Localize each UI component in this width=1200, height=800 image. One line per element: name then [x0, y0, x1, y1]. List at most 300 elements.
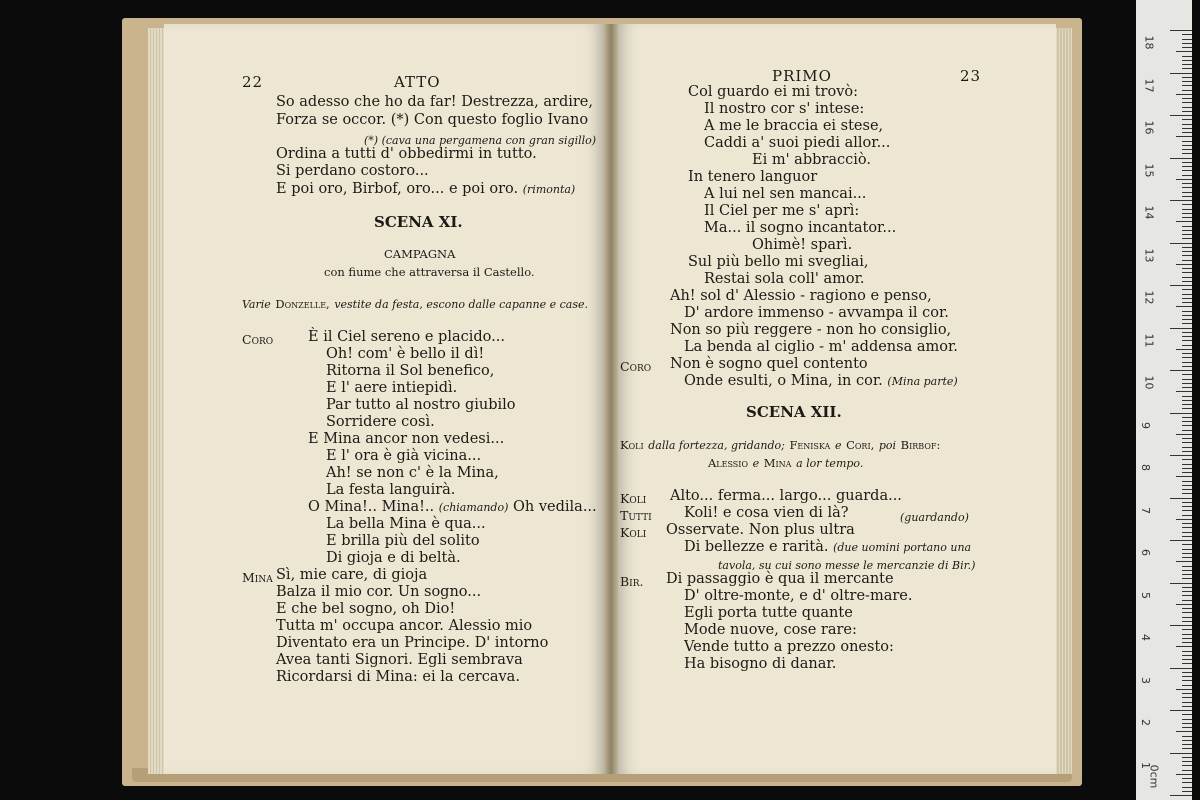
ruler-tick	[1182, 451, 1192, 452]
ruler-tick	[1170, 583, 1192, 584]
ruler-number: 7	[1139, 506, 1152, 514]
ruler-tick	[1182, 706, 1192, 707]
ruler-tick	[1182, 481, 1192, 482]
scene-setting-desc: con fiume che attraversa il Castello.	[324, 265, 535, 279]
ruler-tick	[1182, 311, 1192, 312]
ruler-tick	[1176, 51, 1192, 52]
verse-text: Oh vedila...	[513, 499, 597, 515]
stage-direction: Varie	[242, 298, 271, 311]
stage-direction-line	[620, 437, 940, 454]
ruler-tick	[1176, 476, 1192, 477]
ruler-tick	[1182, 81, 1192, 82]
ruler-tick	[1182, 659, 1192, 660]
verse-line: E l' ora è già vicina...	[326, 448, 482, 464]
verse-line: Sì, mie care, di gioja	[276, 567, 428, 583]
ruler-tick	[1182, 64, 1192, 65]
ruler-tick	[1182, 591, 1192, 592]
right-page	[614, 24, 1056, 774]
speaker-koli: Koli	[620, 491, 647, 506]
ruler-number: 6	[1139, 549, 1152, 556]
ruler-tick	[1182, 302, 1192, 303]
verse-line: Avea tanti Signori. Egli sembrava	[276, 652, 523, 668]
ruler-tick	[1170, 795, 1192, 796]
ruler-tick	[1182, 638, 1192, 639]
ruler-tick	[1182, 549, 1192, 550]
character-name: Cori,	[846, 438, 875, 452]
ruler-tick	[1182, 145, 1192, 146]
stage-direction: poi	[878, 439, 897, 452]
ruler-tick	[1182, 68, 1192, 69]
ruler-tick	[1182, 149, 1192, 150]
ruler-tick	[1182, 204, 1192, 205]
ruler-tick	[1170, 540, 1192, 541]
ruler-tick	[1182, 124, 1192, 125]
ruler-tick	[1170, 328, 1192, 329]
footnote: (*) (cava una pergamena con gran sigillo)	[364, 134, 597, 147]
ruler-number: 8	[1139, 464, 1152, 471]
verse-line: La benda al ciglio - m' addensa amor.	[684, 339, 958, 355]
ruler-tick	[1170, 285, 1192, 286]
ruler-tick	[1182, 366, 1192, 367]
ruler-tick	[1182, 396, 1192, 397]
scene-setting: CAMPAGNA	[384, 247, 456, 261]
character-name: Alessio	[708, 456, 748, 470]
verse-line: Egli porta tutte quante	[684, 605, 853, 621]
ruler-tick	[1182, 574, 1192, 575]
ruler-tick	[1182, 47, 1192, 48]
ruler-tick	[1182, 209, 1192, 210]
verse-line: Col guardo ei mi trovò:	[688, 84, 859, 100]
ruler-tick	[1182, 234, 1192, 235]
ruler-tick	[1182, 651, 1192, 652]
ruler-tick	[1182, 595, 1192, 596]
ruler-tick	[1182, 757, 1192, 758]
verse-line: Ma... il sogno incantator...	[704, 220, 897, 236]
ruler-tick	[1182, 119, 1192, 120]
verse-line	[684, 373, 958, 390]
ruler-tick	[1182, 459, 1192, 460]
ruler-tick	[1170, 498, 1192, 499]
ruler-tick	[1182, 702, 1192, 703]
ruler-tick	[1176, 646, 1192, 647]
ruler-tick	[1182, 489, 1192, 490]
ruler-tick	[1182, 527, 1192, 528]
ruler-tick	[1182, 787, 1192, 788]
ruler-tick	[1182, 277, 1192, 278]
ruler-tick	[1182, 294, 1192, 295]
verse-line: Ricordarsi di Mina: ei la cercava.	[276, 669, 520, 685]
ruler-tick	[1176, 94, 1192, 95]
verse-line: Osservate. Non plus ultra	[666, 522, 855, 538]
ruler-tick	[1182, 238, 1192, 239]
text-line-content: E poi oro, Birbof, oro... e poi oro.	[276, 181, 519, 197]
ruler-tick	[1182, 765, 1192, 766]
ruler-number: 18	[1142, 35, 1156, 50]
verse-line: A me le braccia ei stese,	[704, 118, 884, 134]
ruler-tick	[1182, 761, 1192, 762]
ruler-tick	[1182, 379, 1192, 380]
ruler-tick	[1182, 493, 1192, 494]
ruler-tick	[1176, 391, 1192, 392]
ruler-tick	[1170, 625, 1192, 626]
verse-line: D' ardore immenso - avvampa il cor.	[684, 305, 949, 321]
ruler-tick	[1182, 727, 1192, 728]
ruler-tick	[1182, 680, 1192, 681]
verse-line: E brilla più del solito	[326, 533, 480, 549]
ruler-tick	[1182, 782, 1192, 783]
verse-line: D' oltre-monte, e d' oltre-mare.	[684, 588, 913, 604]
stage-direction-line	[242, 296, 588, 313]
ruler-tick	[1176, 434, 1192, 435]
ruler-tick	[1182, 128, 1192, 129]
stage-direction: a lor tempo.	[796, 457, 864, 470]
verse-line: E l' aere intiepidì.	[326, 380, 458, 396]
ruler-tick	[1182, 408, 1192, 409]
speaker-bir: Bir.	[620, 574, 644, 589]
ruler-tick	[1182, 685, 1192, 686]
ruler-tick	[1182, 629, 1192, 630]
ruler-number: 9	[1139, 421, 1152, 429]
verse-line: Il nostro cor s' intese:	[704, 101, 865, 117]
ruler-tick	[1182, 90, 1192, 91]
ruler-tick	[1182, 111, 1192, 112]
ruler-tick	[1182, 281, 1192, 282]
ruler-tick	[1182, 506, 1192, 507]
ruler-tick	[1182, 34, 1192, 35]
ruler-number: 13	[1142, 248, 1156, 262]
ruler-tick	[1182, 404, 1192, 405]
text-line: Forza se occor. (*) Con questo foglio Ivano	[276, 112, 589, 128]
ruler-tick	[1182, 442, 1192, 443]
ruler-tick	[1182, 612, 1192, 613]
ruler-tick	[1182, 778, 1192, 779]
verse-line: Di gioja e di beltà.	[326, 550, 461, 566]
ruler-tick	[1182, 107, 1192, 108]
speaker-coro: Coro	[242, 332, 274, 347]
verse-line: Restai sola coll' amor.	[704, 271, 865, 287]
ruler-unit: 0cm	[1147, 764, 1161, 789]
verse-line: Diventato era un Principe. D' intorno	[276, 635, 549, 651]
ruler-tick	[1182, 56, 1192, 57]
ruler-tick	[1182, 39, 1192, 40]
character-name: Birbof:	[900, 438, 941, 452]
ruler-tick	[1176, 519, 1192, 520]
ruler-number: 17	[1142, 78, 1156, 92]
ruler-tick	[1182, 770, 1192, 771]
verse-line: Di passaggio è qua il mercante	[666, 571, 894, 587]
ruler-tick	[1182, 332, 1192, 333]
ruler-tick	[1182, 289, 1192, 290]
ruler-tick	[1182, 697, 1192, 698]
verse-line: Ei m' abbracciò.	[752, 152, 871, 168]
ruler-tick	[1182, 502, 1192, 503]
ruler-number: 14	[1142, 205, 1156, 220]
verse-line: Ha bisogno di danar.	[684, 656, 837, 672]
ruler-tick	[1176, 561, 1192, 562]
ruler-tick	[1182, 247, 1192, 248]
speaker-coro: Coro	[620, 359, 652, 374]
stage-direction: (chiamando)	[438, 501, 509, 514]
verse-line: In tenero languor	[688, 169, 818, 185]
ruler-tick	[1182, 421, 1192, 422]
ruler-tick	[1182, 744, 1192, 745]
ruler-tick	[1170, 30, 1192, 31]
ruler-tick	[1182, 600, 1192, 601]
verse-text: Onde esulti, o Mina, in cor.	[684, 373, 883, 389]
ruler-tick	[1182, 566, 1192, 567]
ruler-tick	[1176, 136, 1192, 137]
left-page-number: 22	[242, 73, 264, 91]
ruler-tick	[1182, 102, 1192, 103]
ruler-tick	[1182, 578, 1192, 579]
ruler-tick	[1182, 217, 1192, 218]
ruler-tick	[1182, 536, 1192, 537]
character-name: Feniska	[789, 438, 831, 452]
ruler-tick	[1182, 430, 1192, 431]
ruler-tick	[1182, 676, 1192, 677]
ruler-tick	[1182, 723, 1192, 724]
verse-line: Ritorna il Sol benefico,	[326, 363, 495, 379]
verse-line: E che bel sogno, oh Dio!	[276, 601, 456, 617]
ruler-tick	[1182, 315, 1192, 316]
ruler-tick	[1182, 260, 1192, 261]
scene-title: SCENA XII.	[746, 403, 842, 421]
ruler-tick	[1182, 272, 1192, 273]
ruler-tick	[1182, 166, 1192, 167]
ruler-tick	[1182, 43, 1192, 44]
ruler-tick	[1182, 523, 1192, 524]
speaker-mina: Mina	[242, 570, 273, 585]
ruler-tick	[1182, 714, 1192, 715]
ruler-tick	[1182, 693, 1192, 694]
ruler-tick	[1182, 153, 1192, 154]
verse-line	[308, 499, 597, 516]
ruler-tick	[1182, 634, 1192, 635]
ruler-tick	[1182, 663, 1192, 664]
ruler-tick	[1182, 345, 1192, 346]
stage-direction-line	[708, 455, 863, 472]
ruler-tick	[1182, 740, 1192, 741]
ruler-tick	[1182, 255, 1192, 256]
right-page-number: 23	[960, 67, 982, 85]
ruler-tick	[1182, 353, 1192, 354]
ruler-tick	[1182, 141, 1192, 142]
stage-direction: (guardando)	[900, 511, 969, 524]
ruler-tick	[1182, 175, 1192, 176]
ruler-tick	[1182, 736, 1192, 737]
ruler-tick	[1182, 672, 1192, 673]
ruler-tick	[1182, 383, 1192, 384]
verse-line: È il Ciel sereno e placido...	[308, 329, 505, 345]
ruler-tick	[1182, 655, 1192, 656]
character-name: Donzelle,	[275, 297, 330, 311]
ruler-tick	[1170, 115, 1192, 116]
stage-direction: e	[752, 457, 760, 470]
verse-line: Balza il mio cor. Un sogno...	[276, 584, 482, 600]
verse-line: E Mina ancor non vedesi...	[308, 431, 505, 447]
measuring-ruler	[1136, 0, 1192, 800]
verse-line: Oh! com' è bello il dì!	[326, 346, 485, 362]
text-line: So adesso che ho da far! Destrezza, ardire,	[276, 94, 593, 110]
verse-line: La bella Mina è qua...	[326, 516, 486, 532]
stage-direction: tavola, su cui sono messe le mercanzie di Bir.)	[718, 559, 976, 572]
ruler-tick	[1182, 298, 1192, 299]
ruler-tick	[1182, 213, 1192, 214]
ruler-tick	[1170, 200, 1192, 201]
right-page-edges	[1054, 28, 1072, 774]
verse-line: Ah! sol d' Alessio - ragiono e penso,	[670, 288, 932, 304]
ruler-tick	[1182, 438, 1192, 439]
character-name: Mina	[763, 456, 792, 470]
stage-direction: vestite da festa, escono dalle capanne e case.	[334, 298, 588, 311]
verse-line: Sorridere così.	[326, 414, 435, 430]
stage-direction: dalla fortezza, gridando;	[648, 439, 785, 452]
ruler-tick	[1182, 425, 1192, 426]
stage-direction: (rimonta)	[522, 183, 576, 196]
verse-line: Ah! se non c' è la Mina,	[326, 465, 499, 481]
ruler-number: 11	[1142, 333, 1156, 347]
verse-line: Tutta m' occupa ancor. Alessio mio	[276, 618, 533, 634]
ruler-tick	[1176, 306, 1192, 307]
scene-title: SCENA XI.	[374, 213, 463, 231]
ruler-tick	[1176, 731, 1192, 732]
verse-line: Non è sogno quel contento	[670, 356, 868, 372]
ruler-tick	[1176, 349, 1192, 350]
ruler-tick	[1182, 340, 1192, 341]
ruler-tick	[1182, 251, 1192, 252]
ruler-tick	[1176, 774, 1192, 775]
ruler-tick	[1170, 73, 1192, 74]
ruler-tick	[1182, 464, 1192, 465]
ruler-tick	[1182, 447, 1192, 448]
verse-line: A lui nel sen mancai...	[704, 186, 867, 202]
ruler-tick	[1182, 417, 1192, 418]
ruler-tick	[1182, 77, 1192, 78]
ruler-number: 12	[1142, 290, 1156, 305]
ruler-tick	[1170, 243, 1192, 244]
verse-line: Caddi a' suoi piedi allor...	[704, 135, 891, 151]
stage-direction: e	[834, 439, 842, 452]
ruler-tick	[1182, 132, 1192, 133]
ruler-tick	[1182, 319, 1192, 320]
ruler-tick	[1182, 230, 1192, 231]
ruler-tick	[1176, 689, 1192, 690]
character-name: Koli	[620, 438, 644, 452]
verse-line: La festa languirà.	[326, 482, 456, 498]
ruler-tick	[1182, 621, 1192, 622]
ruler-tick	[1176, 264, 1192, 265]
speaker-koli: Koli	[620, 525, 647, 540]
verse-line: Vende tutto a prezzo onesto:	[684, 639, 894, 655]
ruler-tick	[1182, 196, 1192, 197]
ruler-tick	[1182, 336, 1192, 337]
text-line	[276, 181, 575, 198]
ruler-tick	[1182, 553, 1192, 554]
ruler-tick	[1182, 323, 1192, 324]
ruler-tick	[1182, 587, 1192, 588]
ruler-tick	[1182, 170, 1192, 171]
verse-line: Par tutto al nostro giubilo	[326, 397, 516, 413]
ruler-tick	[1182, 515, 1192, 516]
ruler-tick	[1182, 557, 1192, 558]
speaker-tutti: Tutti	[620, 508, 652, 523]
ruler-number: 2	[1139, 719, 1152, 726]
ruler-tick	[1182, 544, 1192, 545]
ruler-number: 15	[1142, 163, 1156, 177]
ruler-tick	[1182, 570, 1192, 571]
ruler-number: 16	[1142, 120, 1156, 135]
ruler-tick	[1182, 226, 1192, 227]
ruler-tick	[1182, 187, 1192, 188]
verse-line: Mode nuove, cose rare:	[684, 622, 857, 638]
ruler-tick	[1182, 400, 1192, 401]
ruler-tick	[1182, 162, 1192, 163]
ruler-tick	[1170, 455, 1192, 456]
ruler-tick	[1182, 468, 1192, 469]
verse-line: Sul più bello mi svegliai,	[688, 254, 869, 270]
ruler-tick	[1182, 98, 1192, 99]
ruler-number: 4	[1139, 634, 1152, 641]
ruler-tick	[1182, 85, 1192, 86]
ruler-tick	[1182, 387, 1192, 388]
right-running-head: PRIMO	[772, 67, 832, 85]
ruler-number: 1	[1139, 761, 1152, 769]
ruler-tick	[1182, 608, 1192, 609]
left-page	[164, 24, 608, 774]
ruler-tick	[1182, 192, 1192, 193]
ruler-tick	[1170, 158, 1192, 159]
ruler-tick	[1182, 362, 1192, 363]
ruler-tick	[1182, 719, 1192, 720]
verse-line: Non so più reggere - non ho consiglio,	[670, 322, 952, 338]
ruler-number: 5	[1139, 591, 1152, 599]
ruler-tick	[1170, 370, 1192, 371]
ruler-tick	[1170, 710, 1192, 711]
ruler-tick	[1182, 748, 1192, 749]
stage-direction: (Mina parte)	[887, 375, 958, 388]
verse-line: Il Ciel per me s' aprì:	[704, 203, 860, 219]
ruler-tick	[1170, 753, 1192, 754]
ruler-tick	[1182, 642, 1192, 643]
verse-line	[684, 539, 971, 556]
ruler-tick	[1182, 485, 1192, 486]
verse-line: Alto... ferma... largo... guarda...	[670, 488, 902, 504]
ruler-tick	[1182, 791, 1192, 792]
ruler-tick	[1182, 268, 1192, 269]
ruler-number: 10	[1142, 375, 1156, 390]
ruler-tick	[1170, 668, 1192, 669]
ruler-tick	[1170, 413, 1192, 414]
verse-text: O Mina!.. Mina!..	[308, 499, 435, 515]
ruler-tick	[1182, 374, 1192, 375]
ruler-tick	[1182, 183, 1192, 184]
book-gutter	[604, 24, 618, 774]
verse-text: Di bellezze e rarità.	[684, 539, 829, 555]
stage-direction: (due uomini portano una	[833, 541, 972, 554]
ruler-tick	[1176, 604, 1192, 605]
text-line: Ordina a tutti d' obbedirmi in tutto.	[276, 146, 537, 162]
verse-line: Koli! e cosa vien di là?	[684, 505, 849, 521]
ruler-number: 3	[1139, 676, 1152, 684]
left-running-head: ATTO	[394, 73, 441, 91]
ruler-tick	[1182, 357, 1192, 358]
verse-line: Ohimè! sparì.	[752, 237, 853, 253]
ruler-tick	[1176, 179, 1192, 180]
ruler-tick	[1182, 472, 1192, 473]
ruler-tick	[1182, 510, 1192, 511]
ruler-tick	[1182, 532, 1192, 533]
ruler-tick	[1182, 60, 1192, 61]
